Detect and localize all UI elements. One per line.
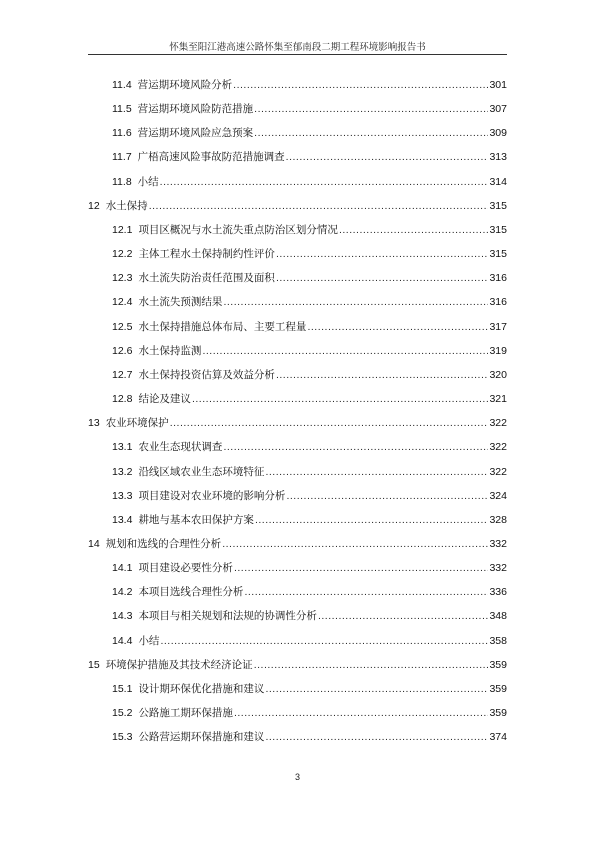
toc-entry-number: 11.7 [112,151,132,164]
toc-section-entry[interactable] [88,608,507,632]
toc-entry-page-number: 322 [489,417,507,430]
toc-entry-page-number: 358 [489,634,507,647]
toc-section-entry[interactable] [88,464,507,488]
dot-leader [286,151,489,163]
dot-leader [170,417,489,429]
toc-entry-title: 规划和选线的合理性分析 [105,537,222,550]
toc-entry-page-number: 359 [489,707,507,720]
toc-entry-number: 12 [88,199,100,212]
running-header: 怀集至阳江港高速公路怀集至郁南段二期工程环境影响报告书 [169,42,426,53]
toc-entry-page-number: 301 [489,79,507,91]
toc-section-entry[interactable] [88,512,507,536]
toc-entry-page-number: 322 [489,465,507,478]
toc-entry-title: 结论及建议 [138,393,191,406]
toc-entry-number: 13.1 [112,441,133,454]
dot-leader [234,707,489,719]
toc-entry-number: 13.2 [112,465,133,478]
toc-entry-title: 耕地与基本农田保护方案 [138,513,254,526]
toc-section-entry[interactable] [88,343,507,367]
toc-entry-title: 水土保持 [105,199,148,212]
toc-entry-page-number: 336 [489,586,507,599]
toc-entry-page-number: 321 [489,393,507,406]
toc-entry-title: 小结 [138,634,160,647]
dot-leader [223,441,488,453]
toc-entry-title: 营运期环境风险应急预案 [137,127,254,140]
toc-section-entry[interactable] [88,174,507,198]
dot-leader [265,466,488,478]
toc-entry-number: 11.6 [112,127,132,140]
toc-entry-title: 营运期环境风险防范措施 [137,103,254,116]
page-number: 3 [294,772,300,782]
toc-section-entry[interactable] [88,584,507,608]
toc-entry-page-number: 359 [489,682,507,695]
toc-entry-page-number: 315 [489,199,507,212]
toc-section-entry[interactable] [88,101,507,125]
dot-leader [223,296,488,308]
toc-section-entry[interactable] [88,367,507,391]
toc-entry-title: 营运期环境风险分析 [137,79,233,91]
toc-entry-title: 设计期环保优化措施和建议 [138,682,265,695]
toc-section-entry[interactable] [88,149,507,173]
dot-leader [254,103,488,115]
toc-chapter-entry[interactable] [88,536,507,560]
toc-entry-page-number: 307 [489,103,507,116]
toc-entry-page-number: 315 [489,248,507,261]
toc-entry-title: 沿线区域农业生态环境特征 [138,465,265,478]
toc-entry-number: 11.8 [112,175,132,188]
toc-section-entry[interactable] [88,270,507,294]
toc-entry-number: 12.1 [112,223,133,236]
dot-leader [234,562,489,574]
dot-leader [202,345,488,357]
toc-entry-number: 14.1 [112,562,133,575]
toc-entry-page-number: 324 [489,489,507,502]
toc-entry-number: 15.1 [112,682,133,695]
toc-section-entry[interactable] [88,439,507,463]
table-of-contents [88,77,507,753]
dot-leader [149,200,489,212]
toc-entry-page-number: 348 [489,610,507,623]
dot-leader [318,610,489,622]
toc-entry-title: 项目区概况与水土流失重点防治区划分情况 [138,223,338,236]
dot-leader [233,79,488,91]
toc-entry-page-number: 315 [489,223,507,236]
toc-entry-title: 水土流失防治责任范围及面积 [138,272,275,285]
dot-leader [160,176,489,188]
toc-entry-title: 公路施工期环保措施 [138,707,233,720]
dot-leader [254,659,489,671]
toc-entry-title: 本项目选线合理性分析 [138,586,244,599]
toc-section-entry[interactable] [88,391,507,415]
dot-leader [192,393,489,405]
toc-entry-number: 12.7 [112,368,133,381]
dot-leader [339,224,489,236]
toc-entry-page-number: 320 [489,368,507,381]
toc-entry-title: 水土保持监测 [138,344,202,357]
toc-entry-title: 广梧高速风险事故防范措施调查 [137,151,285,164]
toc-entry-title: 主体工程水土保持制约性评价 [138,248,275,261]
toc-section-entry[interactable] [88,681,507,705]
toc-entry-title: 水土流失预测结果 [138,296,223,309]
dot-leader [276,369,489,381]
toc-entry-page-number: 359 [489,658,507,671]
toc-entry-title: 水土保持措施总体布局、主要工程量 [138,320,307,333]
toc-entry-title: 农业生态现状调查 [138,441,223,454]
toc-entry-page-number: 313 [489,151,507,164]
toc-entry-title: 水土保持投资估算及效益分析 [138,368,275,381]
dot-leader [265,731,488,743]
dot-leader [286,490,488,502]
toc-entry-page-number: 316 [489,296,507,309]
toc-entry-number: 15.2 [112,707,133,720]
toc-chapter-entry[interactable] [88,415,507,439]
toc-entry-page-number: 316 [489,272,507,285]
dot-leader [255,514,489,526]
toc-entry-title: 环境保护措施及其技术经济论证 [105,658,253,671]
toc-section-entry[interactable] [88,633,507,657]
dot-leader [222,538,488,550]
dot-leader [244,586,488,598]
toc-entry-number: 14 [88,537,100,550]
toc-entry-number: 13 [88,417,100,430]
dot-leader [276,248,489,260]
toc-section-entry[interactable] [88,125,507,149]
toc-entry-number: 13.4 [112,513,133,526]
dot-leader [265,683,488,695]
toc-section-entry[interactable] [88,488,507,512]
toc-entry-number: 14.3 [112,610,133,623]
toc-entry-number: 12.4 [112,296,133,309]
toc-entry-page-number: 322 [489,441,507,454]
dot-leader [160,635,488,647]
toc-entry-title: 农业环境保护 [105,417,169,430]
toc-chapter-entry[interactable] [88,198,507,222]
toc-entry-number: 15.3 [112,731,133,744]
toc-section-entry[interactable] [88,77,507,101]
toc-entry-title: 项目建设对农业环境的影响分析 [138,489,286,502]
toc-section-entry[interactable] [88,246,507,270]
toc-section-entry[interactable] [88,222,507,246]
toc-section-entry[interactable] [88,705,507,729]
toc-entry-number: 15 [88,658,100,671]
toc-entry-number: 11.5 [112,103,132,116]
toc-entry-number: 14.4 [112,634,133,647]
header-divider [88,54,507,55]
toc-entry-number: 12.5 [112,320,133,333]
toc-entry-title: 本项目与相关规划和法规的协调性分析 [138,610,317,623]
toc-chapter-entry[interactable] [88,657,507,681]
toc-entry-page-number: 332 [489,562,507,575]
toc-section-entry[interactable] [88,729,507,753]
toc-section-entry[interactable] [88,294,507,318]
toc-section-entry[interactable] [88,319,507,343]
toc-entry-page-number: 328 [489,513,507,526]
toc-section-entry[interactable] [88,560,507,584]
toc-entry-number: 12.6 [112,344,133,357]
toc-entry-page-number: 374 [489,731,507,744]
dot-leader [254,127,488,139]
toc-entry-number: 12.8 [112,393,133,406]
toc-entry-number: 12.3 [112,272,133,285]
toc-entry-page-number: 332 [489,537,507,550]
toc-entry-page-number: 317 [489,320,507,333]
dot-leader [307,321,488,333]
toc-entry-number: 12.2 [112,248,133,261]
toc-entry-number: 13.3 [112,489,133,502]
toc-entry-title: 公路营运期环保措施和建议 [138,731,265,744]
dot-leader [276,272,489,284]
toc-entry-number: 11.4 [112,79,132,91]
toc-entry-title: 小结 [137,175,159,188]
toc-entry-page-number: 309 [489,127,507,140]
toc-entry-page-number: 319 [489,344,507,357]
toc-entry-title: 项目建设必要性分析 [138,562,233,575]
toc-entry-page-number: 314 [489,175,507,188]
toc-entry-number: 14.2 [112,586,133,599]
